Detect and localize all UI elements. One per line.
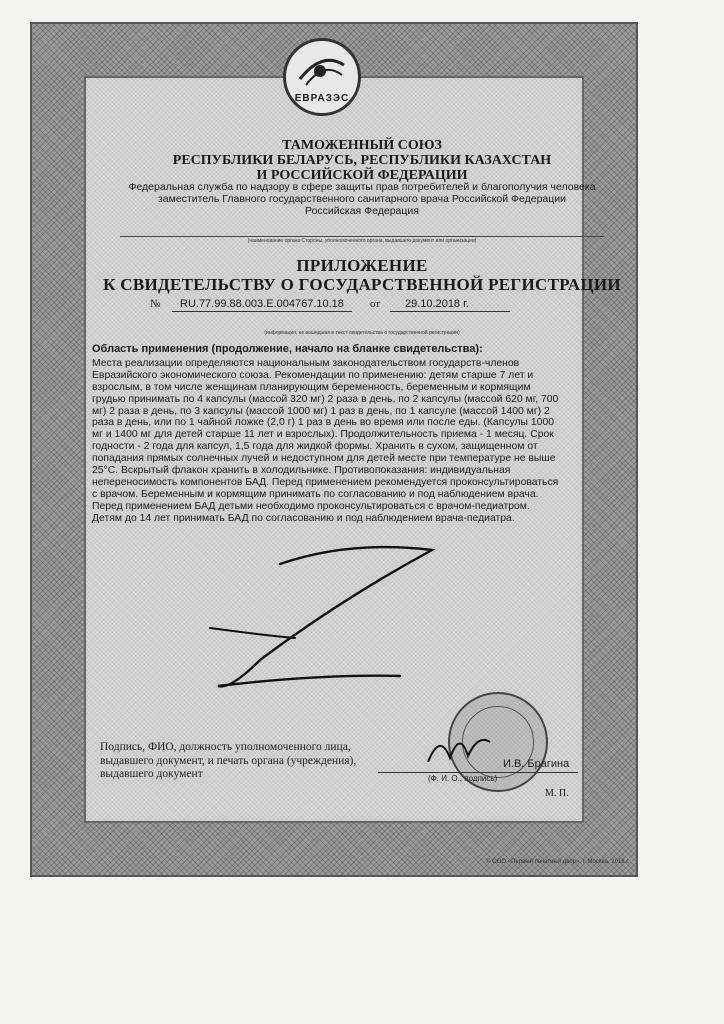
header-line-2: РЕСПУБЛИКИ БЕЛАРУСЬ, РЕСПУБЛИКИ КАЗАХСТАН [172,153,552,168]
header-line-3: И РОССИЙСКОЙ ФЕДЕРАЦИИ [256,168,468,183]
issuing-authority [50,181,674,217]
registration-date: 29.10.2018 г. [405,298,469,310]
stamp-placeholder-label: М. П. [545,788,569,799]
authority-line-2: заместитель Главного государственного санитарного врача Российской Федерации [157,193,567,205]
section-text: Места реализации определяются национальным законодательством государств-членов Евразийского экономического союза. Рекомендации по применению: детям старше 7 лет и взрослым, в том числе женщинам планирующим беременность, беременным и кормящим грудью принимать по 4 капсулы (массой 320 мг) 2 раза в день, по 2 капсулы (массой 620 мг, 700 мг) 2 раза в день, по 3 капсулы (массой 1000 мг) 1 раз в день, по 1 капсуле (массой 1400 мг) 2 раза в день, или по 1 чайной ложке (2,0 г) 1 раз в день во время или после еды. (Капсулы 1000 мг и 1400 мг для детей старше 11 лет и взрослых). Продолжительность приема - 1 месяц. Срок годности - 2 года для капсул, 1,5 года для жидкой формы. Хранить в сухом, защищенном от попадания прямых солнечных лучей и недоступном для детей месте при температуре не выше 25°С. Вскрытый флакон хранить в холодильнике. Противопоказания: индивидуальная непереносимость компонентов БАД. Перед применением рекомендуется проконсультироваться с врачом. Беременным и кормящим принимать по согласованию и под наблюдением врача. Перед применением БАД детьми необходимо проконсультироваться с врачом-педиатром. Детям до 14 лет принимать БАД по согласованию и под наблюдением врача-педиатра. [92,357,559,524]
signatory-name: И.В. Брагина [503,758,570,770]
signature-rule [378,772,578,773]
z-scribble-mark [200,540,460,700]
eurasec-emblem-icon [283,38,361,116]
registration-caption: (информация, не вошедшая в текст свидетельства о государственной регистрации) [264,330,460,336]
document-title [50,256,674,294]
registration-number: RU.77.99.88.003.Е.004767.10.18 [180,298,344,310]
section-heading: Область применения (продолжение, начало на бланке свидетельства): [92,343,483,355]
date-label: от [370,298,381,310]
printer-footer: © ООО «Первый печатный двор», г. Москва, 2018 г. [486,859,630,865]
authority-caption: (наименование органа Стороны, уполномоченного органа, выдавшего документ или организации) [120,236,604,244]
number-rule [172,311,352,312]
header-line-1: ТАМОЖЕННЫЙ СОЮЗ [282,138,442,153]
handwritten-signature [420,722,500,772]
signature-caption: (Ф. И. О., подпись) [428,774,498,783]
logo-text: ЕВРАЗЭС [294,93,350,104]
authority-line-3: Российская Федерация [305,205,419,217]
signature-label: Подпись, ФИО, должность уполномоченного лица, выдавшего документ, и печать органа (учреждения), выдавшего документ [100,741,357,780]
authority-line-1: Федеральная служба по надзору в сфере защиты прав потребителей и благополучия человека [128,181,596,193]
header-union [50,138,674,183]
number-label: № [150,298,161,310]
application-area-section [92,344,562,525]
title-line-1: ПРИЛОЖЕНИЕ [296,256,428,275]
date-rule [390,311,510,312]
title-line-2: К СВИДЕТЕЛЬСТВУ О ГОСУДАРСТВЕННОЙ РЕГИСТРАЦИИ [103,275,621,294]
